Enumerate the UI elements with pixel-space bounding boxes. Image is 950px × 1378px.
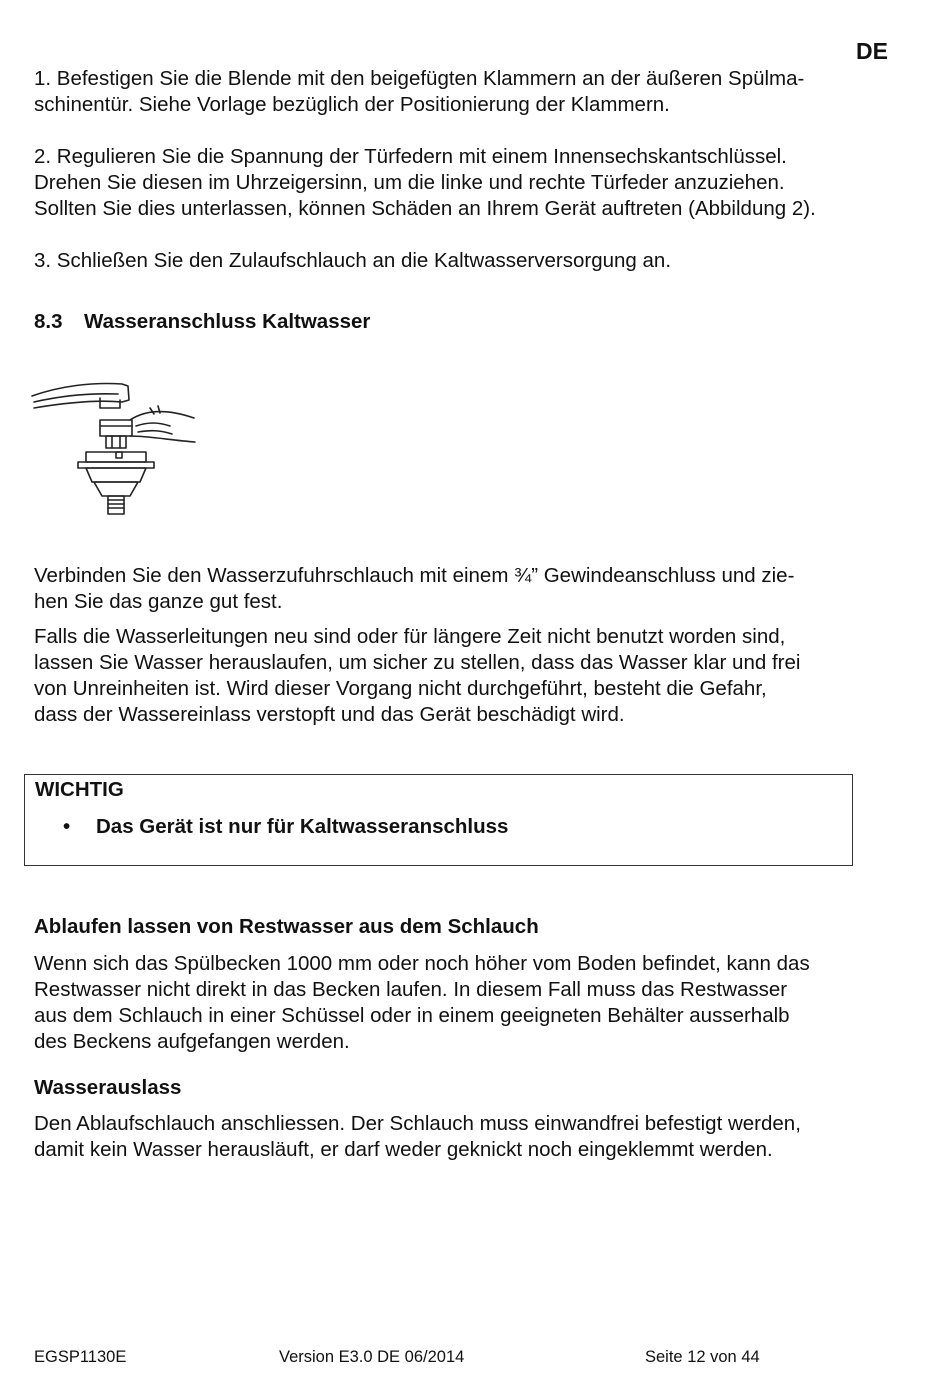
section-number: 8.3 xyxy=(34,310,63,333)
flush-lines-paragraph xyxy=(34,624,894,728)
footer-model: EGSP1130E xyxy=(34,1348,127,1366)
text-line: hen Sie das ganze gut fest. xyxy=(34,590,283,613)
connect-hose-paragraph xyxy=(34,563,894,615)
outlet-paragraph xyxy=(34,1111,894,1163)
text-line: Falls die Wasserleitungen neu sind oder für längere Zeit nicht benutzt worden sind, xyxy=(34,625,786,648)
text-line: aus dem Schlauch in einer Schüssel oder in einem geeigneten Behälter ausserhalb xyxy=(34,1004,790,1027)
step-1-paragraph xyxy=(34,66,894,118)
section-title: Wasseranschluss Kaltwasser xyxy=(84,310,371,333)
text-line: damit kein Wasser herausläuft, er darf weder geknickt noch eingeklemmt werden. xyxy=(34,1138,773,1161)
faucet-hose-connection-illustration xyxy=(30,378,200,523)
drain-paragraph xyxy=(34,951,894,1055)
footer-version: Version E3.0 DE 06/2014 xyxy=(279,1348,465,1366)
footer-page-number: Seite 12 von 44 xyxy=(645,1348,760,1366)
text-line: 3. Schließen Sie den Zulaufschlauch an die Kaltwasserversorgung an. xyxy=(34,249,672,272)
bullet-icon: • xyxy=(63,815,71,838)
step-2-paragraph xyxy=(34,144,894,222)
drain-heading: Ablaufen lassen von Restwasser aus dem Schlauch xyxy=(34,915,539,938)
text-line: Wenn sich das Spülbecken 1000 mm oder noch höher vom Boden befindet, kann das xyxy=(34,952,810,975)
text-line: lassen Sie Wasser herauslaufen, um sicher zu stellen, dass das Wasser klar und frei xyxy=(34,651,801,674)
outlet-heading: Wasserauslass xyxy=(34,1076,182,1099)
text-line: dass der Wassereinlass verstopft und das Gerät beschädigt wird. xyxy=(34,703,625,726)
section-heading xyxy=(34,310,370,334)
text-line: Sollten Sie dies unterlassen, können Schäden an Ihrem Gerät auftreten (Abbildung 2). xyxy=(34,197,816,220)
text-line: Den Ablaufschlauch anschliessen. Der Schlauch muss einwandfrei befestigt werden, xyxy=(34,1112,801,1135)
text-line: Drehen Sie diesen im Uhrzeigersinn, um die linke und rechte Türfeder anzuziehen. xyxy=(34,171,785,194)
important-notice-box xyxy=(24,774,853,866)
text-line: schinentür. Siehe Vorlage bezüglich der Positionierung der Klammern. xyxy=(34,93,670,116)
text-line: 1. Befestigen Sie die Blende mit den beigefügten Klammern an der äußeren Spülma- xyxy=(34,67,805,90)
text-line: 2. Regulieren Sie die Spannung der Türfedern mit einem Innensechskantschlüssel. xyxy=(34,145,787,168)
step-3-paragraph xyxy=(34,248,894,274)
important-title: WICHTIG xyxy=(35,778,124,801)
text-line: des Beckens aufgefangen werden. xyxy=(34,1030,350,1053)
text-line: Verbinden Sie den Wasserzufuhrschlauch mit einem ¾” Gewindeanschluss und zie- xyxy=(34,564,795,587)
text-line: Restwasser nicht direkt in das Becken laufen. In diesem Fall muss das Restwasser xyxy=(34,978,788,1001)
language-code: DE xyxy=(856,38,888,64)
important-item-text: Das Gerät ist nur für Kaltwasseranschluss xyxy=(96,815,509,838)
text-line: von Unreinheiten ist. Wird dieser Vorgang nicht durchgeführt, besteht die Gefahr, xyxy=(34,677,767,700)
